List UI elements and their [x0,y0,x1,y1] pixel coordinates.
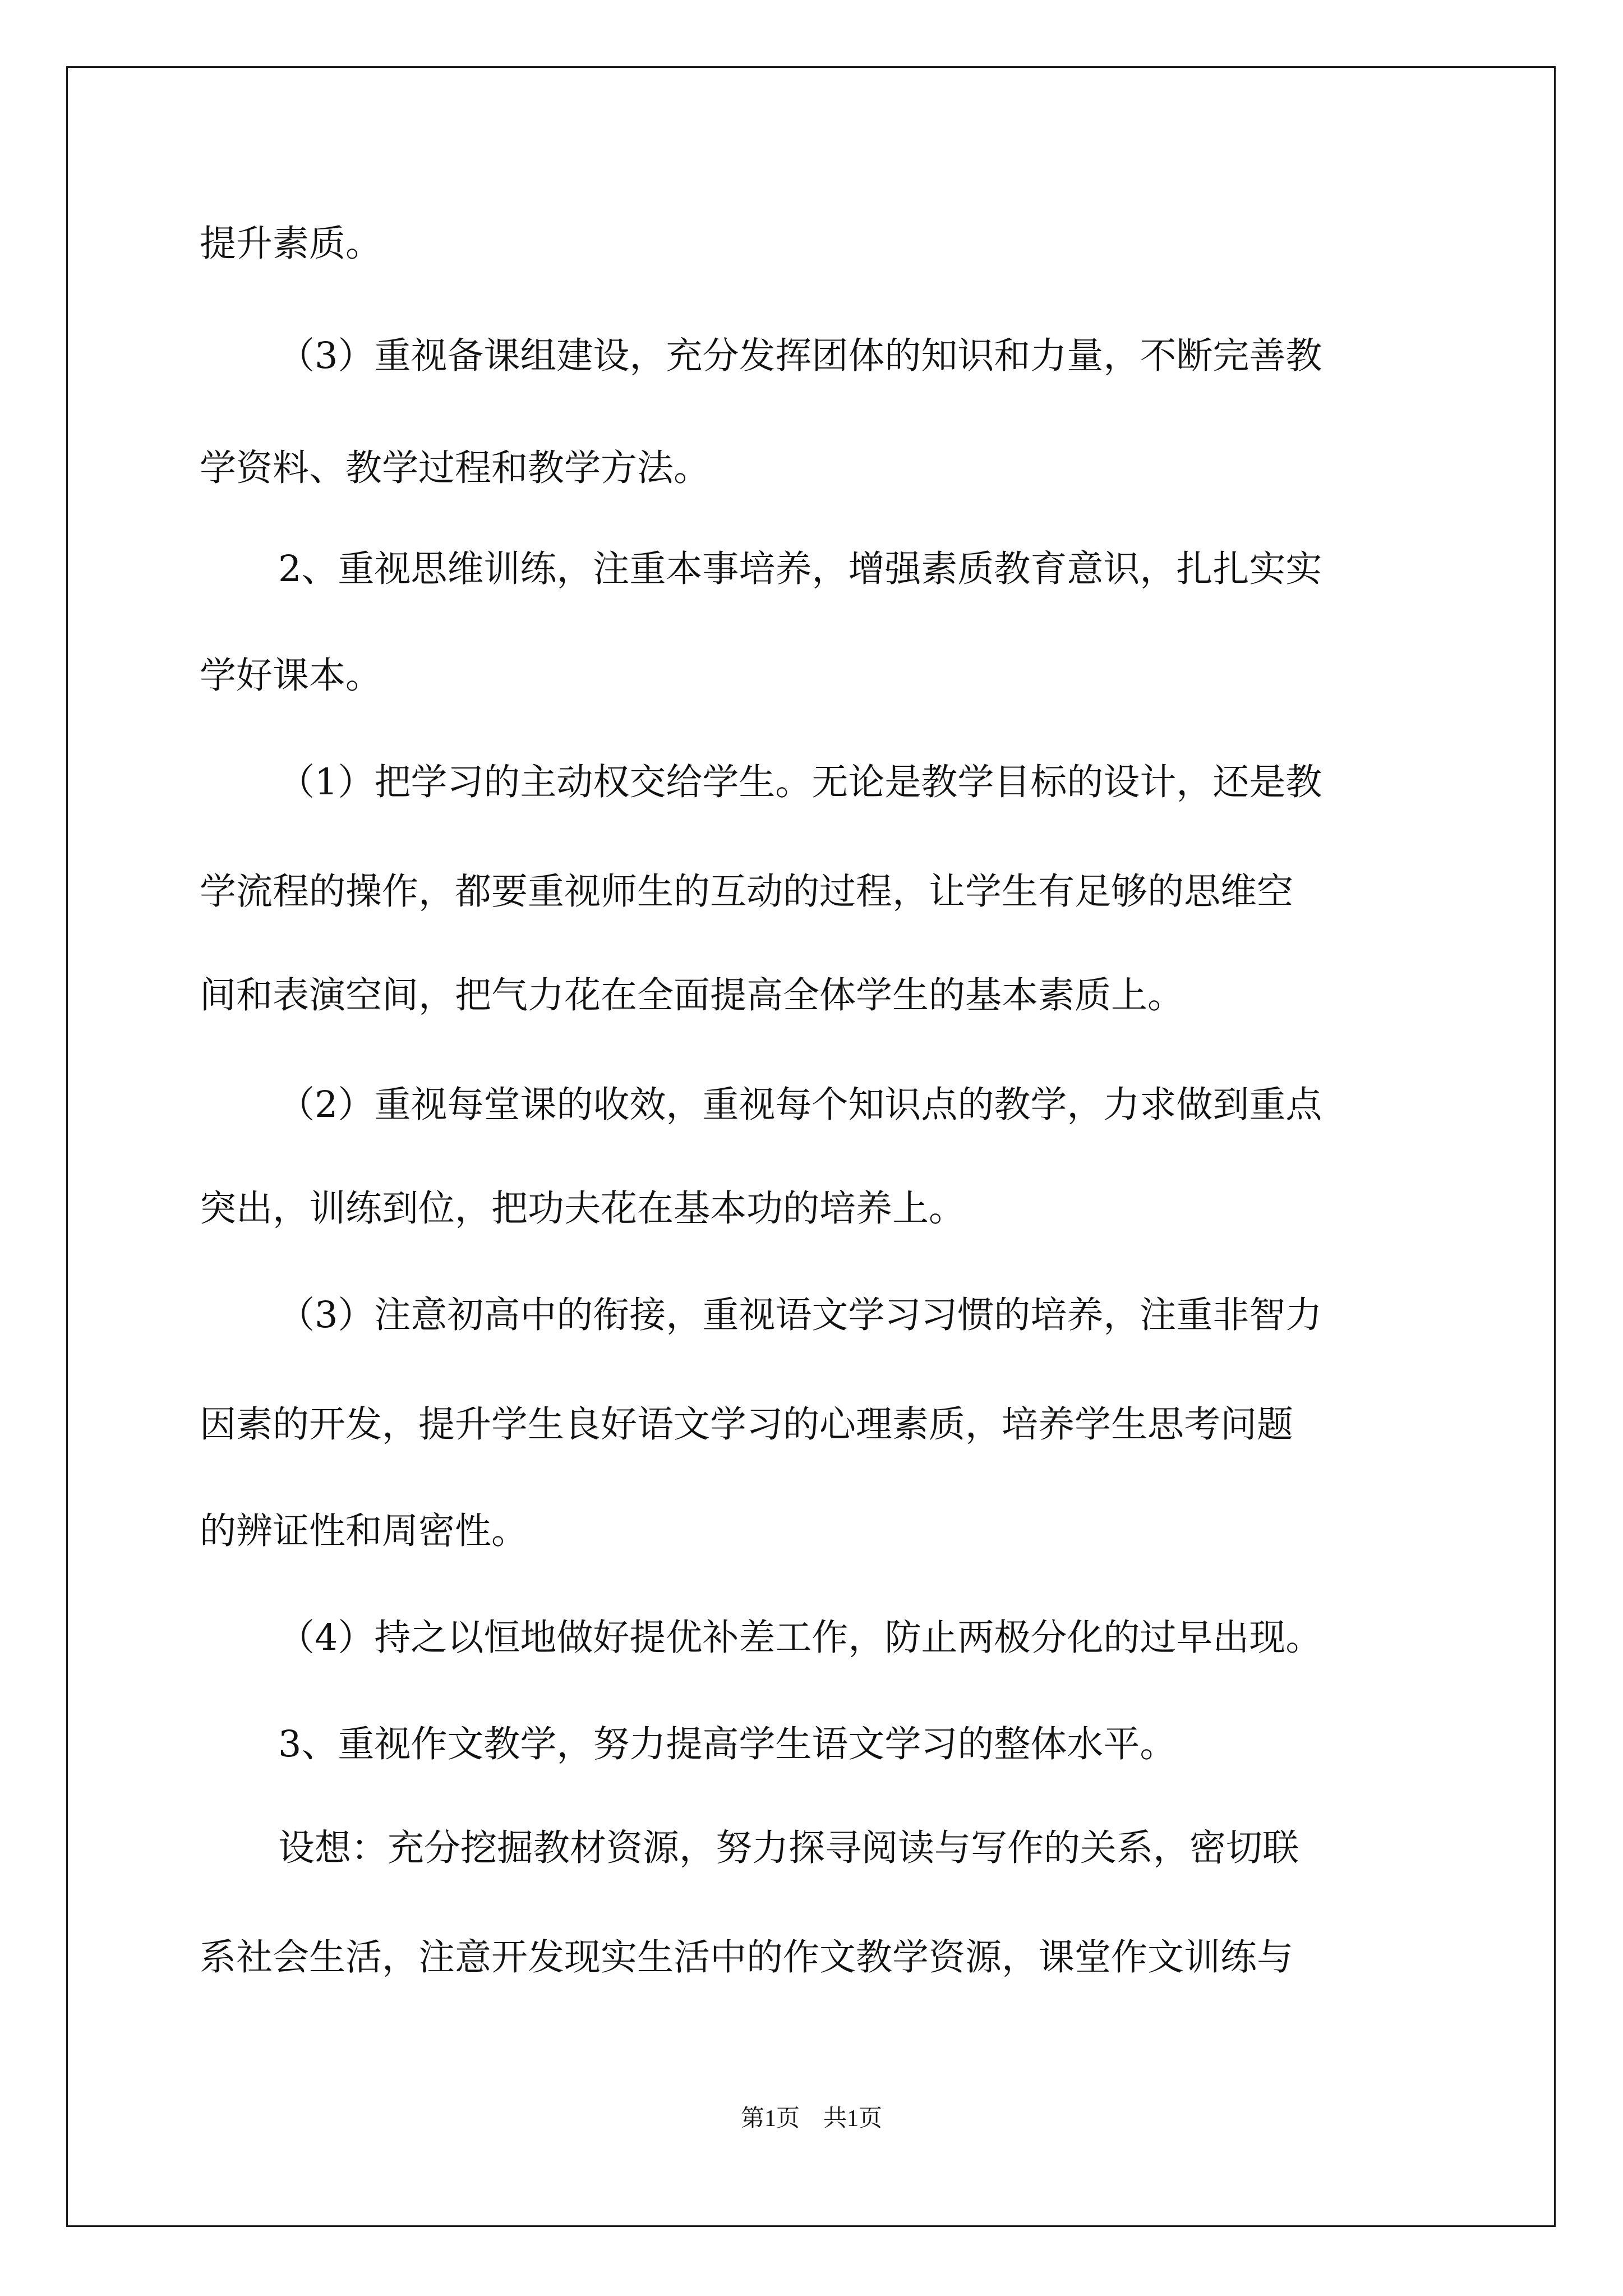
page-border [66,66,1556,2227]
text-line-8: 间和表演空间，把气力花在全面提高全体学生的基本素质上。 [200,974,1184,1016]
text-line-11: （3）注意初高中的衔接，重视语文学习习惯的培养，注重非智力 [278,1294,1322,1336]
text-line-15: 3、重视作文教学，努力提高学生语文学习的整体水平。 [278,1723,1177,1765]
text-line-14: （4）持之以恒地做好提优补差工作，防止两极分化的过早出现。 [278,1617,1322,1659]
text-line-6: （1）把学习的主动权交给学生。无论是教学目标的设计，还是教 [278,761,1322,803]
text-line-4: 2、重视思维训练，注重本事培养，增强素质教育意识，扎扎实实 [278,548,1322,590]
text-line-5: 学好课本。 [200,655,382,697]
text-line-10: 突出，训练到位，把功夫花在基本功的培养上。 [200,1188,966,1230]
text-line-13: 的辨证性和周密性。 [200,1510,528,1552]
text-line-16: 设想：充分挖掘教材资源，努力探寻阅读与写作的关系，密切联 [278,1827,1299,1869]
page-number-footer: 第1页 共1页 [740,2106,882,2132]
text-line-9: （2）重视每堂课的收效，重视每个知识点的教学，力求做到重点 [278,1084,1322,1126]
text-line-1: 提升素质。 [200,223,382,265]
text-line-3: 学资料、教学过程和教学方法。 [200,447,711,489]
text-line-7: 学流程的操作，都要重视师生的互动的过程，让学生有足够的思维空 [200,871,1294,913]
text-line-2: （3）重视备课组建设，充分发挥团体的知识和力量，不断完善教 [278,335,1322,377]
text-line-17: 系社会生活，注意开发现实生活中的作文教学资源，课堂作文训练与 [200,1936,1294,1978]
text-line-12: 因素的开发，提升学生良好语文学习的心理素质，培养学生思考问题 [200,1404,1294,1446]
